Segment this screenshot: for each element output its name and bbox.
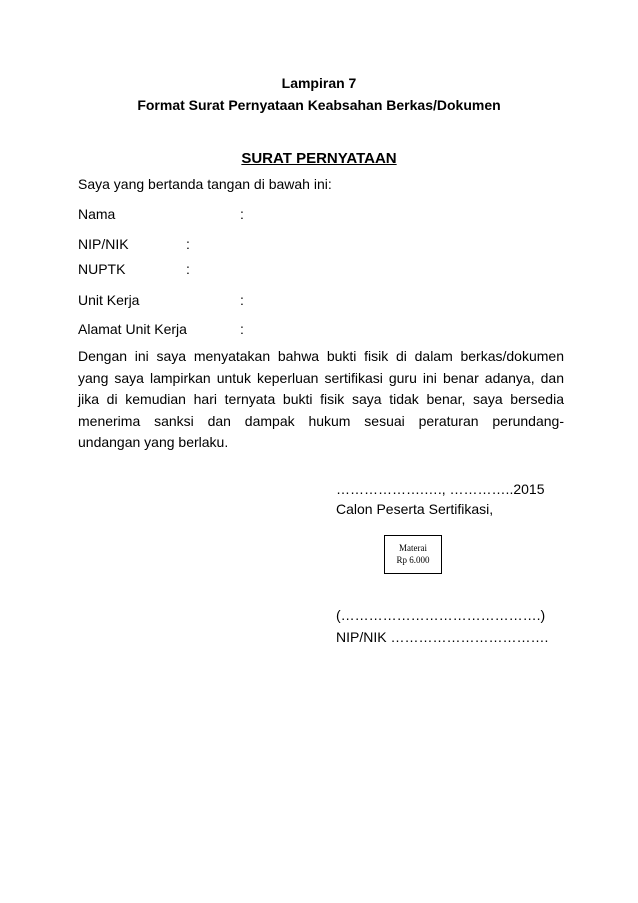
signer-role: Calon Peserta Sertifikasi, bbox=[336, 501, 494, 517]
field-colon: : bbox=[186, 261, 190, 277]
field-label-nuptk: NUPTK bbox=[78, 261, 126, 277]
letter-title: SURAT PERNYATAAN bbox=[241, 150, 397, 167]
field-colon: : bbox=[186, 236, 190, 252]
signer-nip-line: NIP/NIK ……………………………. bbox=[336, 629, 549, 645]
appendix-label: Lampiran 7 bbox=[281, 75, 357, 91]
statement-line: jika di kemudian hari ternyata bukti fisik saya tidak benar, saya bersedia bbox=[78, 391, 564, 407]
signer-name-line: (…………………………………….) bbox=[336, 607, 546, 623]
statement-line: undangan yang berlaku. bbox=[78, 434, 229, 450]
statement-line: yang saya lampirkan untuk keperluan sertifikasi guru ini benar adanya, dan bbox=[78, 369, 564, 386]
field-label-alamat-unit-kerja: Alamat Unit Kerja bbox=[78, 321, 187, 337]
field-label-nama: Nama bbox=[78, 206, 116, 222]
statement-line: Dengan ini saya menyatakan bahwa bukti fisik di dalam berkas/dokumen bbox=[78, 348, 564, 364]
stamp-duty-box bbox=[384, 535, 442, 574]
statement-paragraph bbox=[78, 346, 564, 454]
format-title: Format Surat Pernyataan Keabsahan Berkas/Dokumen bbox=[137, 97, 501, 113]
place-date: ……………….…., …………..2015 bbox=[336, 481, 545, 497]
field-colon: : bbox=[240, 206, 244, 222]
stamp-amount: Rp 6.000 bbox=[396, 555, 430, 565]
statement-line: menerima sanksi dan dampak hukum sesuai peraturan perundang- bbox=[78, 412, 564, 429]
field-colon: : bbox=[240, 321, 244, 337]
stamp-label: Materai bbox=[399, 543, 427, 553]
field-colon: : bbox=[240, 292, 244, 308]
field-label-unit-kerja: Unit Kerja bbox=[78, 292, 140, 308]
field-label-nip: NIP/NIK bbox=[78, 236, 129, 252]
intro-text: Saya yang bertanda tangan di bawah ini: bbox=[78, 176, 332, 192]
